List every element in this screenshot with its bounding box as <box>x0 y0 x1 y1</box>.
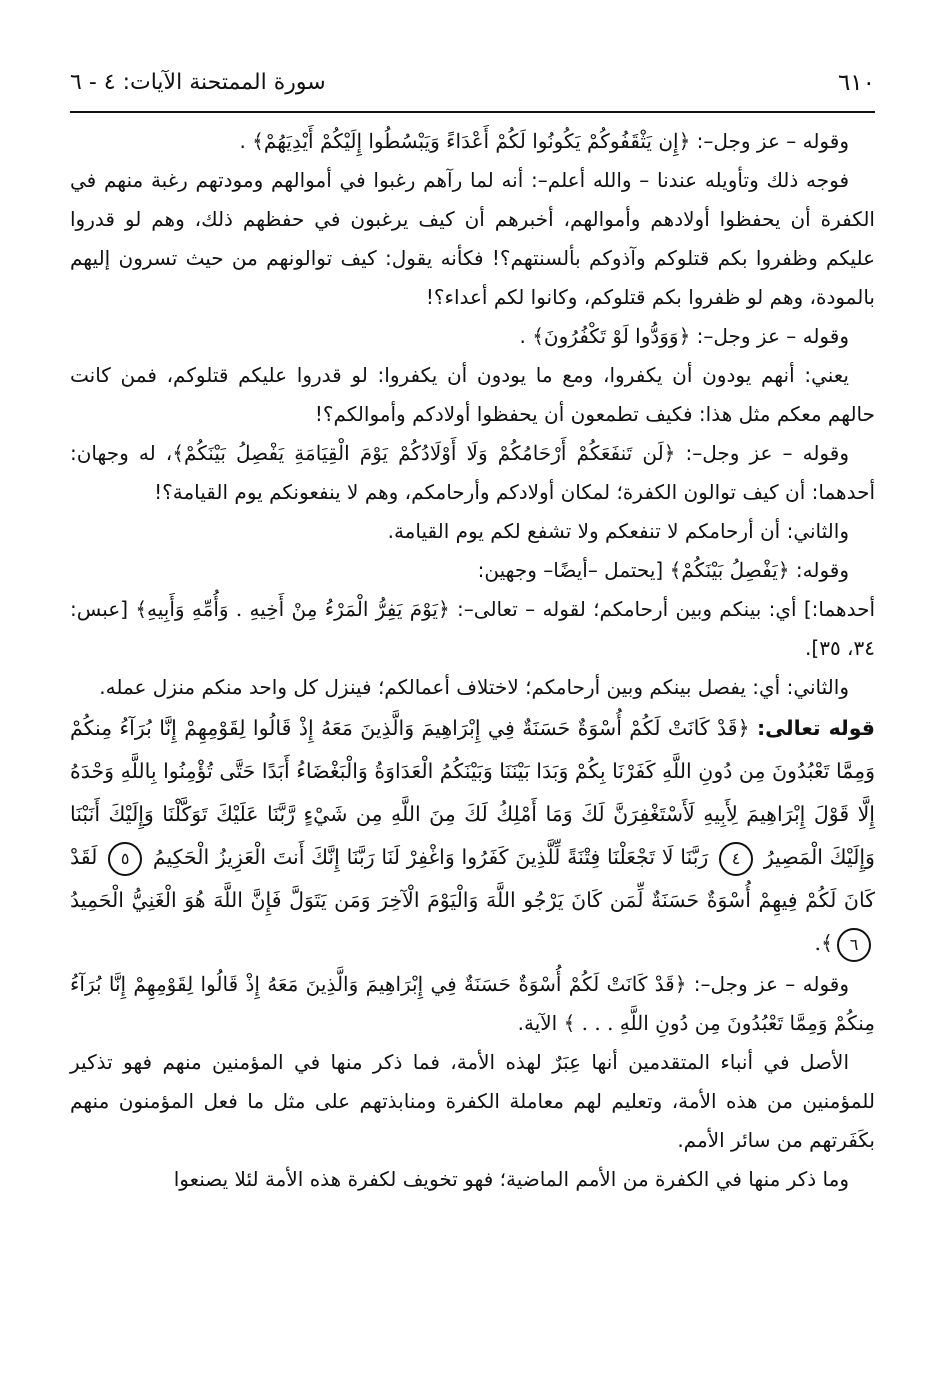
punctuation: . <box>239 129 246 153</box>
paragraph-12: وما ذكر منها في الكفرة من الأمم الماضية؛ فهو تخويف لكفرة هذه الأمة لئلا يصنعوا <box>173 1167 849 1191</box>
ayah-number-marker: ٦ <box>837 928 871 962</box>
paragraph-8 <box>70 590 875 668</box>
ayah-number-marker: ٥ <box>108 842 142 876</box>
commentary-text: الآية. <box>517 1011 558 1035</box>
commentary-text: [يحتمل –أيضًا– وجهين: <box>477 558 664 582</box>
verse-text-6: لَقَدْ كَانَ لَكُمْ فِيهِمْ أُسْوَةٌ حَسَنَةٌ لِّمَن كَانَ يَرْجُو اللَّهَ وَالْيَوْمَ الْآخِرَ وَمَن يَتَوَلَّ فَإِنَّ اللَّهَ هُوَ الْغَنِيُّ الْحَمِيدُ <box>70 845 875 912</box>
paragraph-1 <box>70 122 875 161</box>
quran-quote: ﴿يَفْصِلُ بَيْنَكُمْ﴾ <box>669 558 790 582</box>
quote-intro: وقوله: <box>795 558 849 582</box>
paragraph-4: يعني: أنهم يودون أن يكفروا، ومع ما يودون أن يكفروا: لو قدروا عليكم قتلوكم، فمن كانت حالهم معكم مثل هذا: فكيف تطمعون أن يحفظوا أولادكم وأموالكم؟! <box>70 363 875 426</box>
quran-quote: ﴿إِن يَثْقَفُوكُمْ يَكُونُوا لَكُمْ أَعْدَاءً وَيَبْسُطُوا إِلَيْكُمْ أَيْدِيَهُمْ﴾ <box>252 129 691 153</box>
paragraph-6: والثاني: أن أرحامكم لا تنفعكم ولا تشفع لكم يوم القيامة. <box>387 519 849 543</box>
paragraph-5 <box>70 434 875 512</box>
paragraph-9: والثاني: أي: يفصل بينكم وبين أرحامكم؛ لاختلاف أعمالكم؛ فينزل كل واحد منكم منزل عمله. <box>99 675 849 699</box>
verse-heading: قوله تعالى: <box>756 716 875 740</box>
commentary-text: أحدهما:] أي: بينكم وبين أرحامكم؛ لقوله – تعالى–: <box>457 597 876 621</box>
surah-reference: [عبس: ٣٤، ٣٥]. <box>70 597 875 660</box>
quote-intro: وقوله – عز وجل–: <box>696 129 849 153</box>
quote-intro: وقوله – عز وجل–: <box>693 972 849 996</box>
quote-intro: وقوله – عز وجل–: <box>696 324 849 348</box>
running-title: سورة الممتحنة الآيات: ٤ - ٦ <box>70 70 326 95</box>
paragraph-10 <box>70 965 875 1043</box>
quran-quote: ﴿لَن تَنفَعَكُمْ أَرْحَامُكُمْ وَلَا أَوْلَادُكُمْ يَوْمَ الْقِيَامَةِ يَفْصِلُ بَيْنَكُمْ﴾ <box>172 441 676 465</box>
paragraph-7 <box>70 551 875 590</box>
verse-close: ﴾. <box>814 931 833 955</box>
quran-quote: ﴿يَوْمَ يَفِرُّ الْمَرْءُ مِنْ أَخِيهِ . وَأُمِّهِ وَأَبِيهِ﴾ <box>135 597 450 621</box>
verse-text-4: ﴿قَدْ كَانَتْ لَكُمْ أُسْوَةٌ حَسَنَةٌ فِي إِبْرَاهِيمَ وَالَّذِينَ مَعَهُ إِذْ قَالُوا لِقَوْمِهِمْ إِنَّا بُرَآءُ مِنكُمْ وَمِمَّا تَعْبُدُونَ مِن دُونِ اللَّهِ كَفَرْنَا بِكُمْ وَبَدَا بَيْنَنَا وَبَيْنَكُمُ الْعَدَاوَةُ وَالْبَغْضَاءُ أَبَدًا حَتَّى تُؤْمِنُوا بِاللَّهِ وَحْدَهُ إِلَّا قَوْلَ إِبْرَاهِيمَ لِأَبِيهِ لَأَسْتَغْفِرَنَّ لَكَ وَمَا أَمْلِكُ لَكَ مِنَ اللَّهِ مِن شَيْءٍ رَّبَّنَا عَلَيْكَ تَوَكَّلْنَا وَإِلَيْكَ أَنَبْنَا وَإِلَيْكَ الْمَصِيرُ <box>70 716 875 869</box>
quote-intro: وقوله – عز وجل–: <box>685 441 849 465</box>
ayah-number-marker: ٤ <box>719 842 753 876</box>
commentary-text: ، له وجهان: أحدهما: أن كيف توالون الكفرة؛ لمكان أولادكم وأرحامكم، وهم لا ينفعونكم يوم القيامة؟! <box>70 441 875 504</box>
paragraph-11: الأصل في أنباء المتقدمين أنها عِبَرٌ لهذه الأمة، فما ذكر منها في المؤمنين منهم فهو تذكير للمؤمنين من هذه الأمة، وتعليم لهم معاملة الكفرة ومنابذتهم على مثل ما فعل المؤمنون منهم بكَفَرتهم من سائر الأمم. <box>70 1050 875 1152</box>
punctuation: . <box>519 324 526 348</box>
quran-quote: ﴿قَدْ كَانَتْ لَكُمْ أُسْوَةٌ حَسَنَةٌ فِي إِبْرَاهِيمَ وَالَّذِينَ مَعَهُ إِذْ قَالُوا لِقَوْمِهِمْ إِنَّا بُرَآءُ مِنكُمْ وَمِمَّا تَعْبُدُونَ مِن دُونِ اللَّهِ . . . ﴾ <box>70 972 875 1035</box>
verse-block <box>70 707 875 965</box>
quran-quote: ﴿وَوَدُّوا لَوْ تَكْفُرُونَ﴾ <box>532 324 691 348</box>
paragraph-2: فوجه ذلك وتأويله عندنا – والله أعلم–: أنه لما رآهم رغبوا في أموالهم ومودتهم رغبة منهم في الكفرة أن يحفظوا أولادهم وأموالهم، أخبرهم أن كيف يرغبون في حفظهم ذلك، وهم لو قدروا عليكم وظفروا بكم قتلوكم وآذوكم بألسنتهم؟! فكأنه يقول: كيف توالونهم من حيث تسرون إليهم بالمودة، وهم لو ظفروا بكم قتلوكم، وكانوا لكم أعداء؟! <box>70 168 875 309</box>
paragraph-3 <box>70 317 875 356</box>
page-body <box>70 122 875 1199</box>
page-header <box>70 62 875 108</box>
page-number: ٦١٠ <box>837 70 875 96</box>
verse-text-5: رَبَّنَا لَا تَجْعَلْنَا فِتْنَةً لِّلَّذِينَ كَفَرُوا وَاغْفِرْ لَنَا رَبَّنَا إِنَّكَ أَنتَ الْعَزِيزُ الْحَكِيمُ <box>152 845 709 869</box>
header-rule <box>70 111 875 113</box>
